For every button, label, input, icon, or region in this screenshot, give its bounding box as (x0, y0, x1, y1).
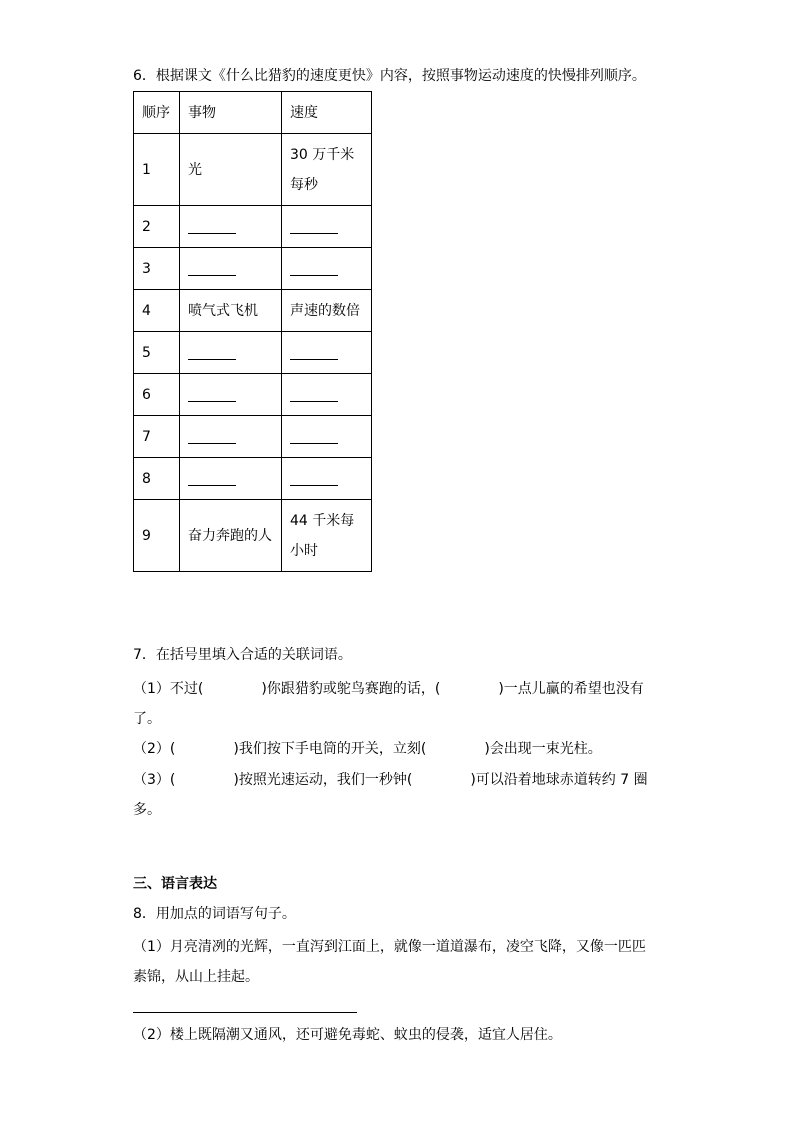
question-7-item-1 (133, 674, 653, 734)
answer-blank[interactable] (290, 471, 338, 486)
cell-order-text: 4 (142, 302, 151, 319)
cell-speed[interactable] (282, 374, 372, 416)
answer-blank[interactable] (290, 345, 338, 360)
cell-speed (282, 290, 372, 332)
cell-speed[interactable] (282, 458, 372, 500)
cell-item[interactable] (180, 458, 282, 500)
cell-item (180, 134, 282, 206)
cell-speed[interactable] (282, 416, 372, 458)
cell-order (134, 332, 180, 374)
cell-speed[interactable] (282, 248, 372, 290)
speed-order-table (133, 91, 372, 572)
cell-speed-text: 30 万千米每秒 (290, 146, 355, 193)
table-row (134, 332, 372, 374)
cell-order-text: 1 (142, 161, 151, 178)
cell-order (134, 290, 180, 332)
cell-order-text: 2 (142, 218, 151, 235)
cell-item (180, 290, 282, 332)
table-header-row (134, 92, 372, 134)
answer-line[interactable] (133, 1012, 357, 1013)
table-row (134, 290, 372, 332)
table-row (134, 458, 372, 500)
question-8-title: 8．用加点的词语写句子。 (133, 906, 296, 922)
answer-blank[interactable] (290, 429, 338, 444)
question-8-item-2: （2）楼上既隔潮又通风，还可避免毒蛇、蚊虫的侵袭，适宜人居住。 (133, 1027, 562, 1043)
q7-3-part-b: )按照光速运动，我们一秒钟( (233, 772, 413, 788)
cell-speed[interactable] (282, 332, 372, 374)
cell-order (134, 206, 180, 248)
q7-2-part-c: )会出现一束光柱。 (484, 741, 602, 757)
answer-blank[interactable] (188, 387, 236, 402)
question-6-title: 6．根据课文《什么比猎豹的速度更快》内容，按照事物运动速度的快慢排列顺序。 (133, 68, 646, 84)
table-row (134, 500, 372, 572)
answer-blank[interactable] (290, 387, 338, 402)
cell-speed-text: 声速的数倍 (290, 302, 360, 319)
question-7-item-3 (133, 765, 653, 825)
answer-blank[interactable] (290, 261, 338, 276)
answer-blank[interactable] (188, 261, 236, 276)
answer-blank[interactable] (290, 219, 338, 234)
q7-1-part-a: （1）不过( (133, 681, 204, 697)
table-row (134, 248, 372, 290)
cell-order (134, 248, 180, 290)
cell-item[interactable] (180, 206, 282, 248)
cell-item (180, 500, 282, 572)
question-7-item-2 (133, 734, 653, 764)
section-3-heading: 三、语言表达 (133, 876, 217, 892)
header-speed: 速度 (282, 92, 372, 134)
q7-1-part-b: )你跟猎豹或鸵鸟赛跑的话，( (261, 681, 441, 697)
table-row (134, 206, 372, 248)
cell-speed (282, 134, 372, 206)
question-7-title: 7．在括号里填入合适的关联词语。 (133, 647, 352, 663)
cell-item[interactable] (180, 374, 282, 416)
cell-speed-text: 44 千米每小时 (290, 512, 355, 559)
cell-order (134, 500, 180, 572)
cell-item-text: 喷气式飞机 (188, 302, 258, 319)
cell-order-text: 7 (142, 428, 151, 445)
cell-item-text: 光 (188, 161, 202, 178)
cell-order-text: 8 (142, 470, 151, 487)
q7-1-part-c: )一点儿赢的希望也没有了。 (133, 681, 644, 727)
cell-order (134, 458, 180, 500)
q7-3-part-c: )可以沿着地球赤道转约 7 圈多。 (133, 772, 648, 818)
cell-order-text: 5 (142, 344, 151, 361)
cell-order-text: 6 (142, 386, 151, 403)
cell-order-text: 9 (142, 527, 151, 544)
q7-2-part-a: （2）( (133, 741, 176, 757)
cell-speed (282, 500, 372, 572)
answer-blank[interactable] (188, 219, 236, 234)
cell-order-text: 3 (142, 260, 151, 277)
cell-item[interactable] (180, 332, 282, 374)
cell-item-text: 奋力奔跑的人 (188, 527, 272, 544)
table-row (134, 374, 372, 416)
cell-item[interactable] (180, 416, 282, 458)
answer-blank[interactable] (188, 471, 236, 486)
cell-order (134, 134, 180, 206)
table-row (134, 416, 372, 458)
q7-3-part-a: （3）( (133, 772, 176, 788)
question-8-item-1: （1）月亮清冽的光辉，一直泻到江面上，就像一道道瀑布，凌空飞降，又像一匹匹素锦，从山上挂起。 (133, 939, 646, 985)
cell-speed[interactable] (282, 206, 372, 248)
cell-order (134, 416, 180, 458)
cell-order (134, 374, 180, 416)
cell-item[interactable] (180, 248, 282, 290)
answer-blank[interactable] (188, 429, 236, 444)
header-item: 事物 (180, 92, 282, 134)
answer-blank[interactable] (188, 345, 236, 360)
table-row (134, 134, 372, 206)
header-order: 顺序 (134, 92, 180, 134)
q7-2-part-b: )我们按下手电筒的开关，立刻( (233, 741, 427, 757)
